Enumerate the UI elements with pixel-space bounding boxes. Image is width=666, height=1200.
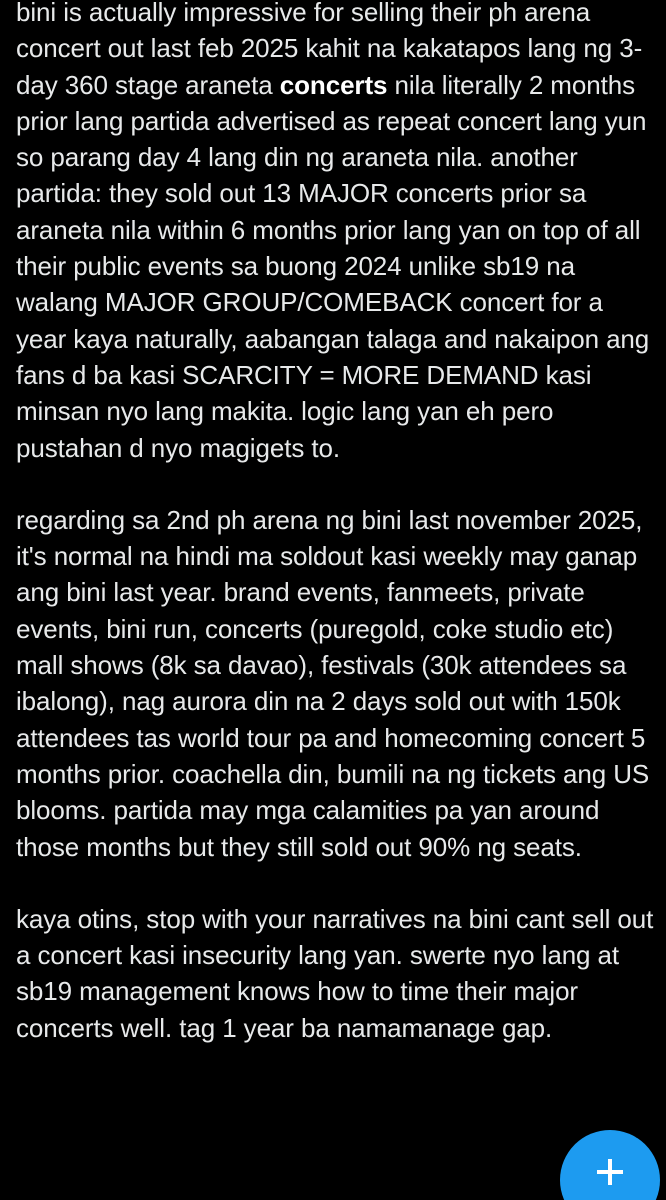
post-paragraph-3: kaya otins, stop with your narratives na bini cant sell out a concert kasi insecurity lang yan. swerte nyo lang at sb19 management knows how to time their major concerts well. tag 1 year ba namamanage gap. — [16, 903, 654, 1043]
plus-icon — [595, 1157, 625, 1187]
paragraph-1-text-end: nila literally 2 months prior lang partida advertised as repeat concert lang yun so parang day 4 lang din ng araneta nila. another partida: they sold out 13 MAJOR concerts prior sa araneta nila within 6 months prior lang yan on top of all their public events sa buong 2024 unlike sb19 na walang MAJOR GROUP/COMEBACK concert for a year kaya naturally, aabangan talaga and nakaipon ang fans d ba kasi SCARCITY = MORE DEMAND kasi minsan nyo lang makita. logic lang yan eh pero pustahan d nyo magigets to. — [16, 69, 650, 463]
paragraph-1-text-start: bini is actually impressive for selling their ph arena concert out last feb 2025 kahit na kakatapos lang ng 3-day 360 stage araneta — [16, 0, 643, 100]
post-text-body — [16, 0, 656, 1046]
highlighted-keyword[interactable]: concerts — [279, 69, 388, 100]
post-paragraph-1 — [16, 0, 656, 466]
compose-button[interactable] — [560, 1130, 660, 1200]
post-paragraph-2: regarding sa 2nd ph arena ng bini last november 2025, it's normal na hindi ma soldout kasi weekly may ganap ang bini last year. brand events, fanmeets, private events, bini run, concerts (puregold, coke studio etc) mall shows (8k sa davao), festivals (30k attendees sa ibalong), nag aurora din na 2 days sold out with 150k attendees tas world tour pa and homecoming concert 5 months prior. coachella din, bumili na ng tickets ang US blooms. partida may mga calamities pa yan around those months but they still sold out 90% ng seats. — [16, 504, 650, 862]
compose-fab-clip — [560, 1130, 666, 1200]
